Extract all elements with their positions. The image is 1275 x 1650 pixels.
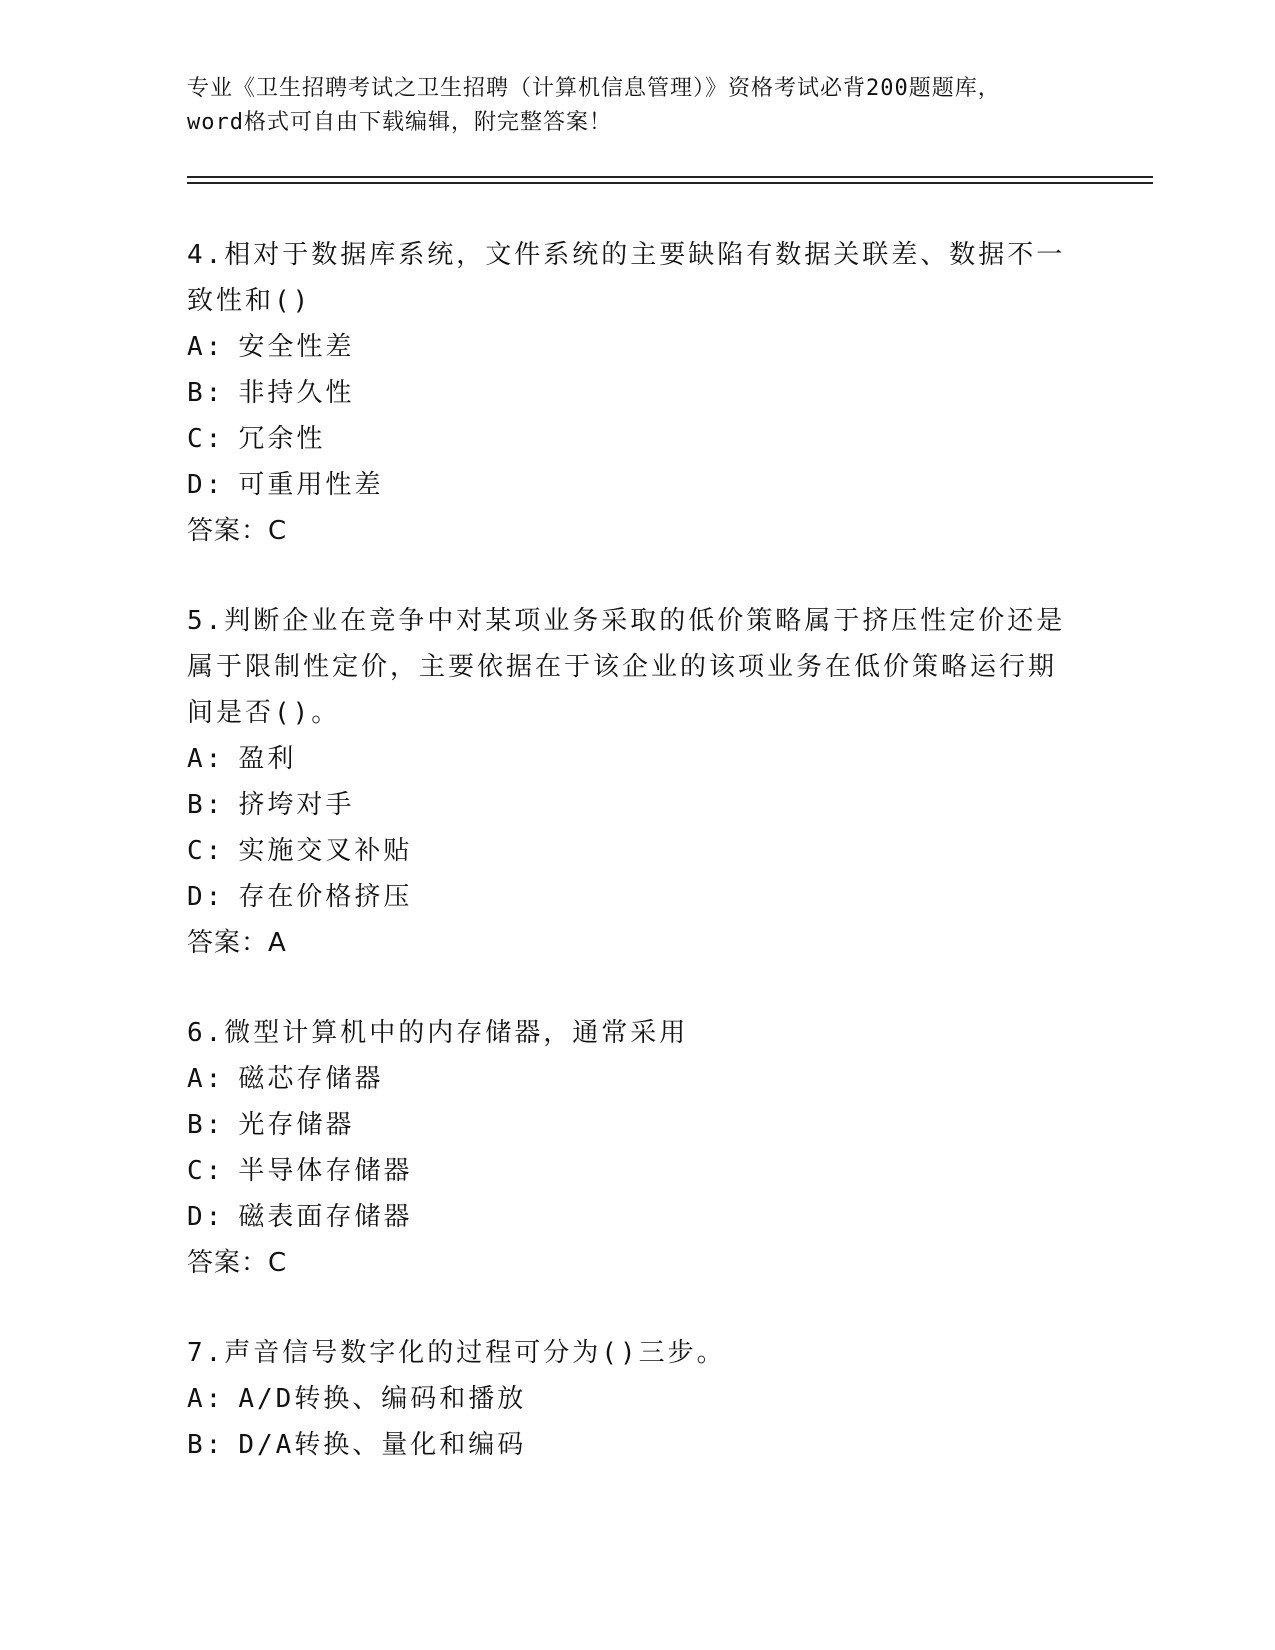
header-line-2: word格式可自由下载编辑，附完整答案！ bbox=[187, 110, 612, 135]
option-letter: D: bbox=[187, 1202, 225, 1232]
option-letter: C: bbox=[187, 836, 225, 866]
option-letter: D: bbox=[187, 882, 225, 912]
option-d bbox=[187, 462, 1067, 508]
option-letter: C: bbox=[187, 424, 225, 454]
option-b bbox=[187, 1422, 1067, 1468]
question-5 bbox=[187, 598, 1067, 966]
option-text: 安全性差 bbox=[238, 332, 355, 362]
header-divider-top bbox=[187, 176, 1153, 178]
option-b bbox=[187, 782, 1067, 828]
question-6 bbox=[187, 1010, 1067, 1286]
option-letter: C: bbox=[187, 1156, 225, 1186]
question-list bbox=[187, 232, 1067, 1512]
answer-line: 答案：C bbox=[187, 516, 288, 546]
option-letter: D: bbox=[187, 470, 225, 500]
option-text: 磁芯存储器 bbox=[238, 1064, 384, 1094]
option-text: 存在价格挤压 bbox=[238, 882, 413, 912]
question-text: 7.声音信号数字化的过程可分为()三步。 bbox=[187, 1338, 726, 1368]
option-text: 盈利 bbox=[238, 744, 297, 774]
option-text: 冗余性 bbox=[238, 424, 326, 454]
option-text: D/A转换、量化和编码 bbox=[238, 1430, 527, 1460]
option-d bbox=[187, 1194, 1067, 1240]
option-letter: A: bbox=[187, 744, 225, 774]
option-c bbox=[187, 416, 1067, 462]
option-letter: B: bbox=[187, 1430, 225, 1460]
option-text: 非持久性 bbox=[238, 378, 355, 408]
answer-line: 答案：C bbox=[187, 1248, 288, 1278]
answer-line: 答案：A bbox=[187, 928, 287, 958]
question-text: 6.微型计算机中的内存储器，通常采用 bbox=[187, 1018, 689, 1048]
option-a bbox=[187, 1056, 1067, 1102]
header-line-1: 专业《卫生招聘考试之卫生招聘（计算机信息管理）》资格考试必背200题题库， bbox=[187, 76, 1001, 101]
option-text: 磁表面存储器 bbox=[238, 1202, 413, 1232]
question-text: 5.判断企业在竞争中对某项业务采取的低价策略属于挤压性定价还是属于限制性定价，主要依据在于该企业的该项业务在低价策略运行期间是否()。 bbox=[187, 606, 1066, 728]
option-a bbox=[187, 324, 1067, 370]
option-text: 实施交叉补贴 bbox=[238, 836, 413, 866]
option-b bbox=[187, 1102, 1067, 1148]
option-text: 挤垮对手 bbox=[238, 790, 355, 820]
option-c bbox=[187, 828, 1067, 874]
question-4 bbox=[187, 232, 1067, 554]
option-text: 光存储器 bbox=[238, 1110, 355, 1140]
option-letter: B: bbox=[187, 378, 225, 408]
option-a bbox=[187, 736, 1067, 782]
option-a bbox=[187, 1376, 1067, 1422]
option-d bbox=[187, 874, 1067, 920]
question-7 bbox=[187, 1330, 1067, 1468]
option-text: 半导体存储器 bbox=[238, 1156, 413, 1186]
option-letter: B: bbox=[187, 790, 225, 820]
option-letter: A: bbox=[187, 1384, 225, 1414]
option-text: 可重用性差 bbox=[238, 470, 384, 500]
option-c bbox=[187, 1148, 1067, 1194]
option-letter: A: bbox=[187, 332, 225, 362]
option-b bbox=[187, 370, 1067, 416]
option-letter: B: bbox=[187, 1110, 225, 1140]
option-letter: A: bbox=[187, 1064, 225, 1094]
option-text: A/D转换、编码和播放 bbox=[238, 1384, 527, 1414]
document-header bbox=[187, 72, 1087, 140]
question-text: 4.相对于数据库系统，文件系统的主要缺陷有数据关联差、数据不一致性和() bbox=[187, 240, 1066, 316]
header-divider-bottom bbox=[187, 182, 1153, 184]
